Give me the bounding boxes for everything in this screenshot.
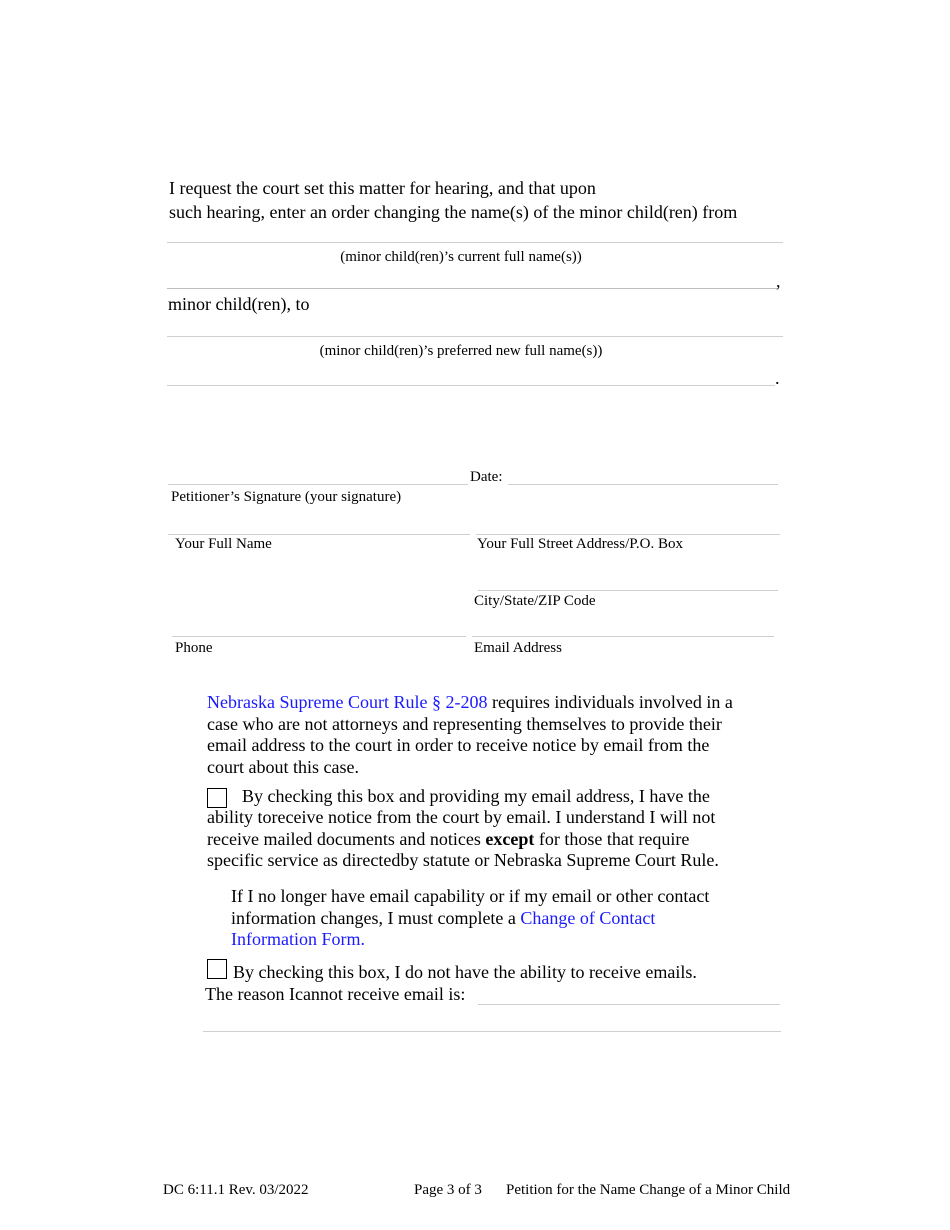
reason-line (478, 1004, 780, 1005)
reason-input[interactable] (478, 984, 780, 1004)
contact-form-link-1[interactable]: Change of Contact (520, 907, 656, 928)
email-consent-checkbox[interactable] (207, 788, 227, 808)
checkbox1-rest (207, 807, 767, 872)
no-email-checkbox[interactable] (207, 959, 227, 979)
address-label: Your Full Street Address/P.O. Box (477, 536, 684, 552)
rule-paragraph (207, 692, 767, 778)
phone-label: Phone (175, 640, 213, 656)
contact-form-link-2[interactable]: Information Form. (231, 929, 365, 949)
city-label: City/State/ZIP Code (474, 593, 596, 609)
current-name-input[interactable] (167, 264, 777, 288)
rule-text-3: email address to the court in order to receive notice by email from the (207, 735, 710, 755)
reason-input-2[interactable] (203, 1010, 781, 1030)
address-input[interactable] (476, 512, 780, 534)
new-name-label: (minor child(ren)’s preferred new full name(s)) (319, 343, 603, 359)
minor-to-text: minor child(ren), to (168, 294, 310, 314)
phone-line (172, 636, 466, 637)
city-input[interactable] (478, 568, 778, 590)
new-name-top-rule (167, 336, 783, 337)
rule-text-4: court about this case. (207, 756, 359, 777)
email-line (472, 636, 774, 637)
contact-line-1: If I no longer have email capability or if my email or other contact (231, 886, 710, 906)
full-name-input[interactable] (168, 512, 470, 534)
reason-label: The reason Icannot receive email is: (205, 984, 466, 1004)
new-name-input[interactable] (167, 360, 775, 384)
checkbox2-text: By checking this box, I do not have the ability to receive emails. (233, 962, 697, 982)
date-line (508, 484, 778, 485)
full-name-label: Your Full Name (175, 536, 272, 552)
email-input[interactable] (472, 614, 774, 636)
new-name-period: . (775, 368, 780, 388)
request-line-1: I request the court set this matter for hearing, and that upon (169, 178, 596, 198)
email-label: Email Address (474, 640, 562, 656)
current-name-top-rule (167, 242, 783, 243)
phone-input[interactable] (172, 614, 466, 636)
current-name-comma: , (776, 271, 781, 291)
new-name-underline (167, 385, 775, 386)
checkbox1-line-3a: receive mailed documents and notices (207, 828, 486, 849)
footer-page-number: Page 3 of 3 (414, 1182, 482, 1198)
checkbox1-line-3b: for those that require (534, 828, 690, 849)
request-line-2: such hearing, enter an order changing the name(s) of the minor child(ren) from (169, 202, 738, 222)
checkbox1-line-4: specific service as directedby statute or Nebraska Supreme Court Rule. (207, 850, 719, 870)
rule-link[interactable]: Nebraska Supreme Court Rule § 2-208 (207, 692, 488, 712)
signature-line (168, 484, 468, 485)
rule-text-1: requires individuals involved in a (487, 692, 733, 712)
current-name-underline (167, 288, 777, 289)
signature-input[interactable] (168, 462, 468, 484)
checkbox1-line-2: ability toreceive notice from the court by email. I understand I will not (207, 807, 716, 827)
reason-line-2 (203, 1031, 781, 1032)
rule-text-2: case who are not attorneys and representing themselves to provide their (207, 713, 722, 734)
contact-paragraph (231, 886, 771, 951)
signature-label: Petitioner’s Signature (your signature) (171, 489, 402, 505)
current-name-label: (minor child(ren)’s current full name(s)) (340, 249, 582, 265)
checkbox1-line-1: By checking this box and providing my email address, I have the (242, 786, 710, 806)
footer-form-id: DC 6:11.1 Rev. 03/2022 (163, 1182, 309, 1198)
date-label: Date: (470, 469, 503, 485)
footer-form-title: Petition for the Name Change of a Minor Child (506, 1182, 791, 1198)
date-input[interactable] (508, 462, 778, 484)
contact-line-2a: information changes, I must complete a (231, 907, 521, 928)
checkbox1-except: except (485, 828, 535, 849)
city-line (478, 590, 778, 591)
